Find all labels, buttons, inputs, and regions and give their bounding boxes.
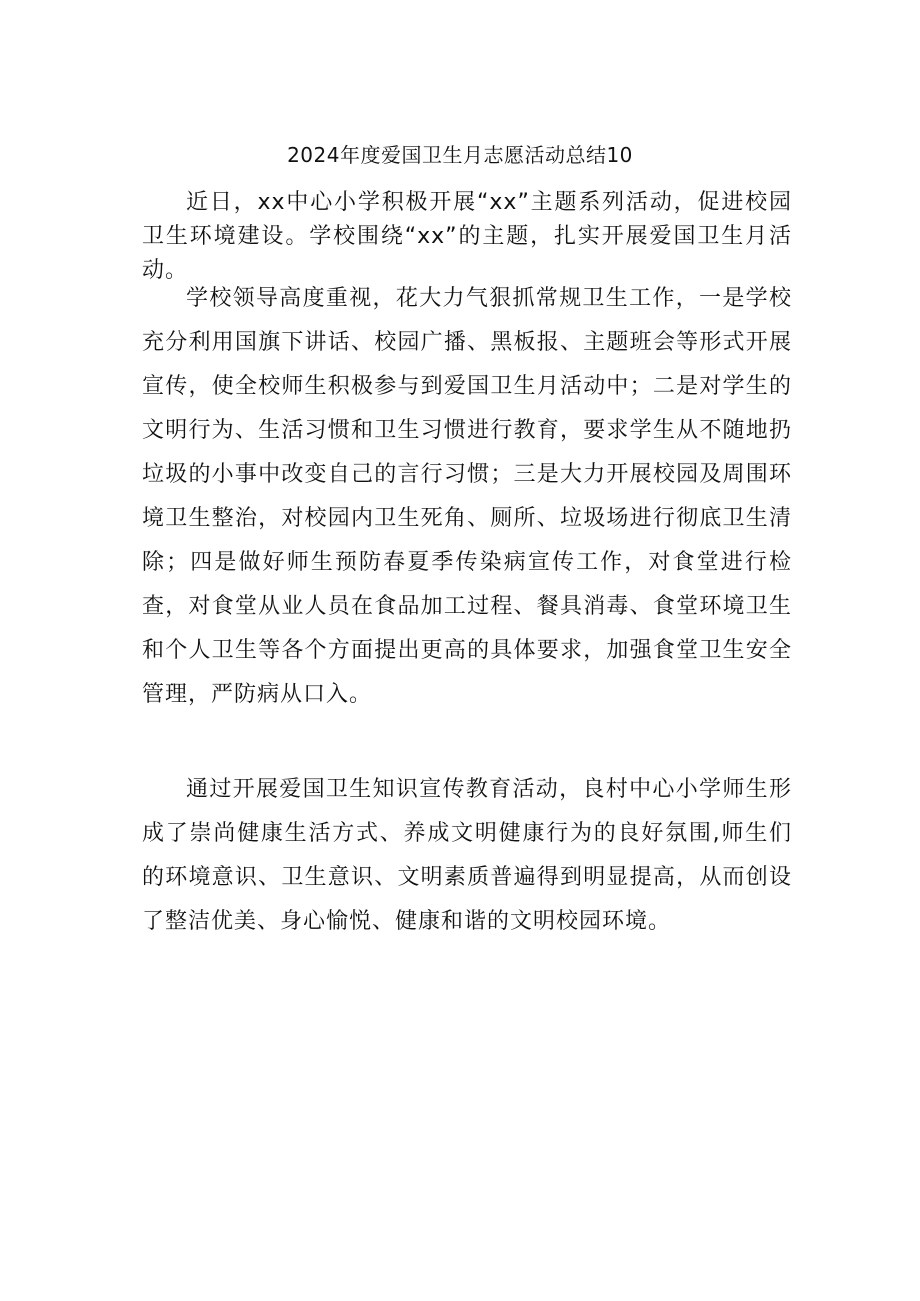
paragraph-intro: 近日，xx中心小学积极开展“xx”主题系列活动，促进校园卫生环境建设。学校围绕“xx”的主题，扎实开展爱国卫生月活动。 bbox=[142, 190, 792, 283]
document-title: 2024年度爱国卫生月志愿活动总结10 bbox=[287, 143, 633, 167]
paragraph-measures: 学校领导高度重视，花大力气狠抓常规卫生工作，一是学校充分利用国旗下讲话、校园广播、黑板报、主题班会等形式开展宣传，使全校师生积极参与到爱国卫生月活动中；二是对学生的文明行为、生活习惯和卫生习惯进行教育，要求学生从不随地扔垃圾的小事中改变自己的言行习惯；三是大力开展校园及周围环境卫生整治，对校园内卫生死角、厕所、垃圾场进行彻底卫生清除；四是做好师生预防春夏季传染病宣传工作，对食堂进行检查，对食堂从业人员在食品加工过程、餐具消毒、食堂环境卫生和个人卫生等各个方面提出更高的具体要求，加强食堂卫生安全管理，严防病从口入。 bbox=[142, 286, 792, 707]
paragraph-conclusion: 通过开展爱国卫生知识宣传教育活动，良村中心小学师生形成了崇尚健康生活方式、养成文明健康行为的良好氛围,师生们的环境意识、卫生意识、文明素质普遍得到明显提高，从而创设了整洁优美、身心愉悦、健康和谐的文明校园环境。 bbox=[142, 777, 792, 934]
